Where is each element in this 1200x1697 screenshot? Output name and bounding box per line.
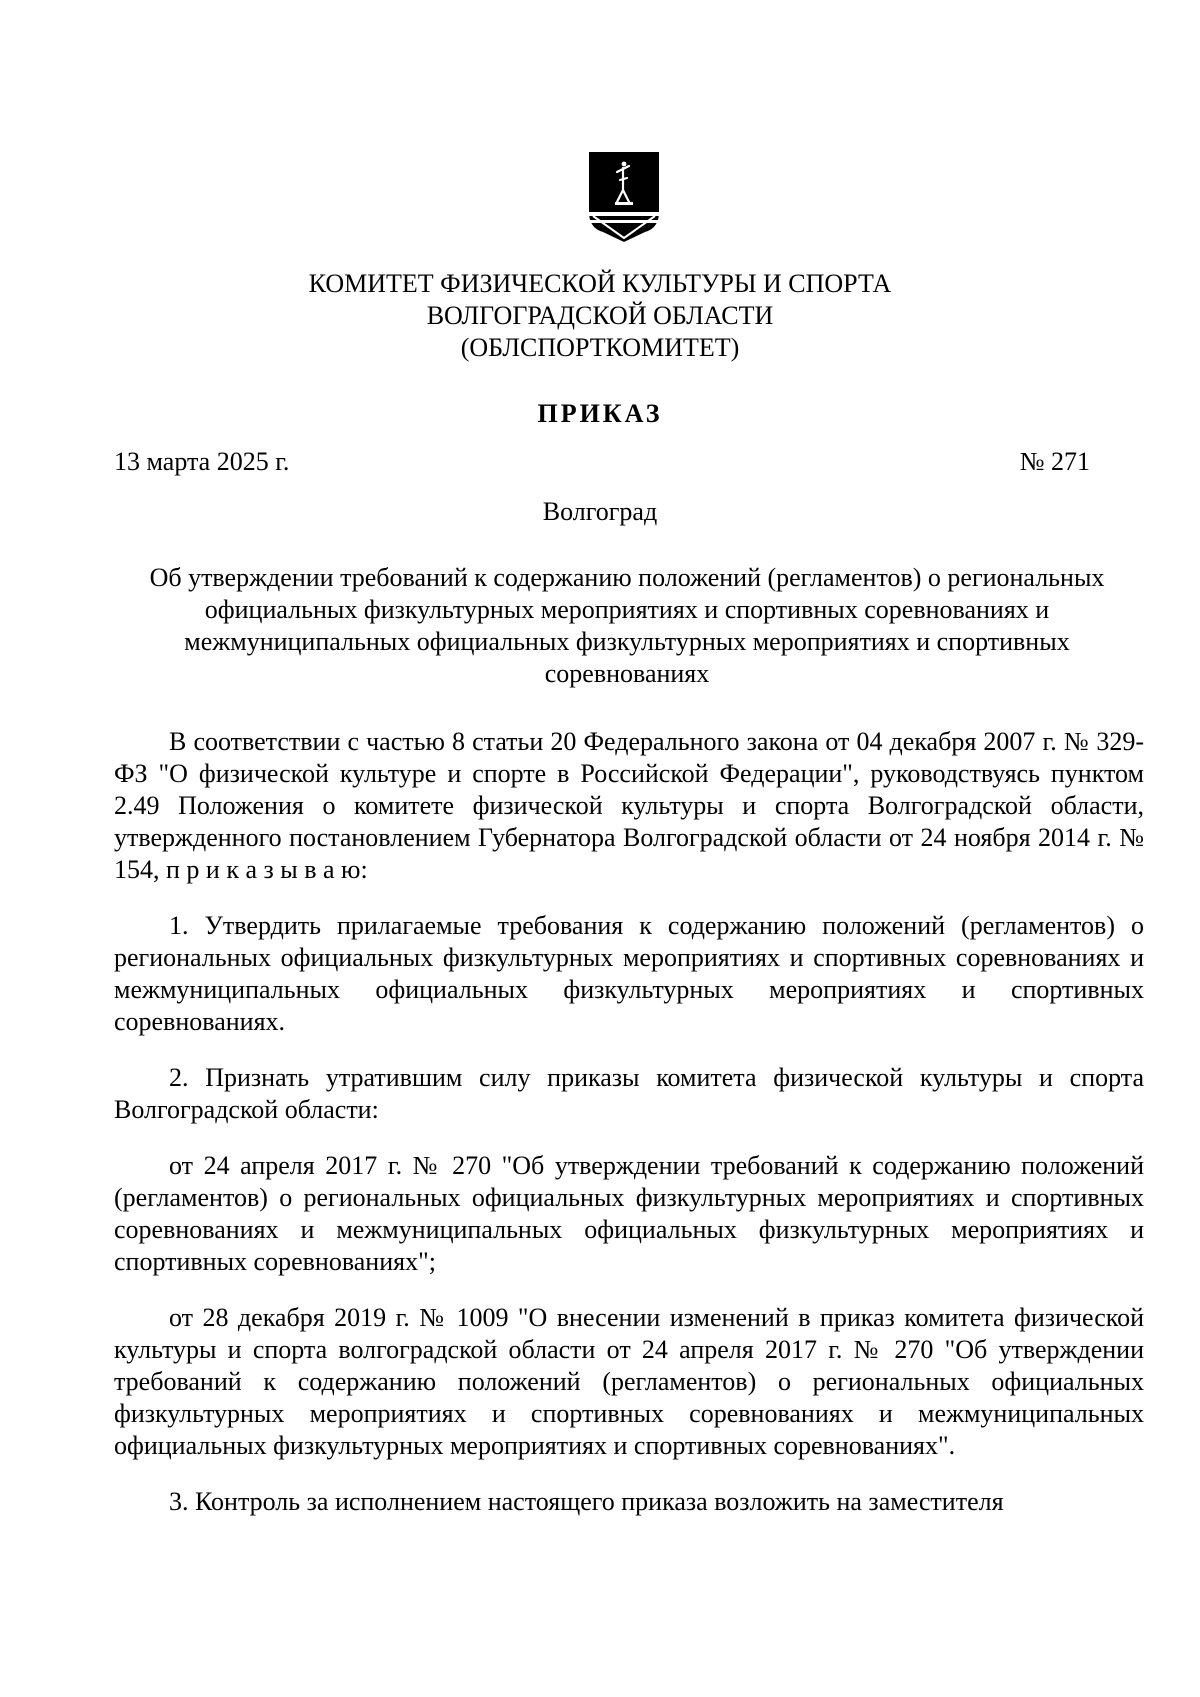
- preamble-paragraph: В соответствии с частью 8 статьи 20 Федерального закона от 04 декабря 2007 г. № 329-ФЗ "О физической культуре и спорте в Российской Федерации", руководствуясь пунктом 2.49 Положения о комитете физической культуры и спорта Волгоградской области, утвержденного постановлением Губернатора Волгоградской области от 24 ноября 2014 г. № 154, п р и к а з ы в а ю:: [114, 727, 1144, 884]
- order-date: 13 марта 2025 г.: [114, 447, 290, 476]
- order-subject: Об утверждении требований к содержанию положений (регламентов) о региональных официальных физкультурных мероприятиях и спортивных соревнованиях и межмуниципальных официальных физкультурных мероприятиях и спортивных соревнованиях: [149, 563, 1105, 688]
- org-line-1: КОМИТЕТ ФИЗИЧЕСКОЙ КУЛЬТУРЫ И СПОРТА: [308, 269, 892, 298]
- organization-name: [0, 268, 1200, 364]
- org-line-2: ВОЛГОГРАДСКОЙ ОБЛАСТИ: [426, 301, 774, 330]
- paragraph-item-1: 1. Утвердить прилагаемые требования к содержанию положений (регламентов) о региональных официальных физкультурных мероприятиях и спортивных соревнованиях и межмуниципальных официальных физкультурных мероприятиях и спортивных соревнованиях.: [114, 911, 1144, 1036]
- order-body: [114, 726, 1144, 1542]
- paragraph-item-2-sub-2: от 28 декабря 2019 г. № 1009 "О внесении изменений в приказ комитета физической культуры и спорта волгоградской области от 24 апреля 2017 г. № 270 "Об утверждении требований к содержанию положений (регламентов) о региональных официальных физкультурных мероприятиях и спортивных соревнованиях и межмуниципальных официальных физкультурных мероприятиях и спортивных соревнованиях".: [114, 1303, 1144, 1460]
- paragraph-item-2: 2. Признать утратившим силу приказы комитета физической культуры и спорта Волгоградской области:: [114, 1063, 1144, 1124]
- paragraph-item-3: 3. Контроль за исполнением настоящего приказа возложить на заместителя: [169, 1487, 1004, 1516]
- org-line-3: (ОБЛСПОРТКОМИТЕТ): [460, 333, 740, 362]
- coat-of-arms-icon: [587, 150, 661, 244]
- paragraph-item-2-sub-1: от 24 апреля 2017 г. № 270 "Об утверждении требований к содержанию положений (регламентов) о региональных официальных физкультурных мероприятиях и спортивных соревнованиях и межмуниципальных официальных физкультурных мероприятиях и спортивных соревнованиях";: [114, 1151, 1144, 1276]
- order-number: № 271: [1019, 447, 1090, 476]
- city: Волгоград: [542, 497, 658, 526]
- document-type: ПРИКАЗ: [537, 399, 663, 428]
